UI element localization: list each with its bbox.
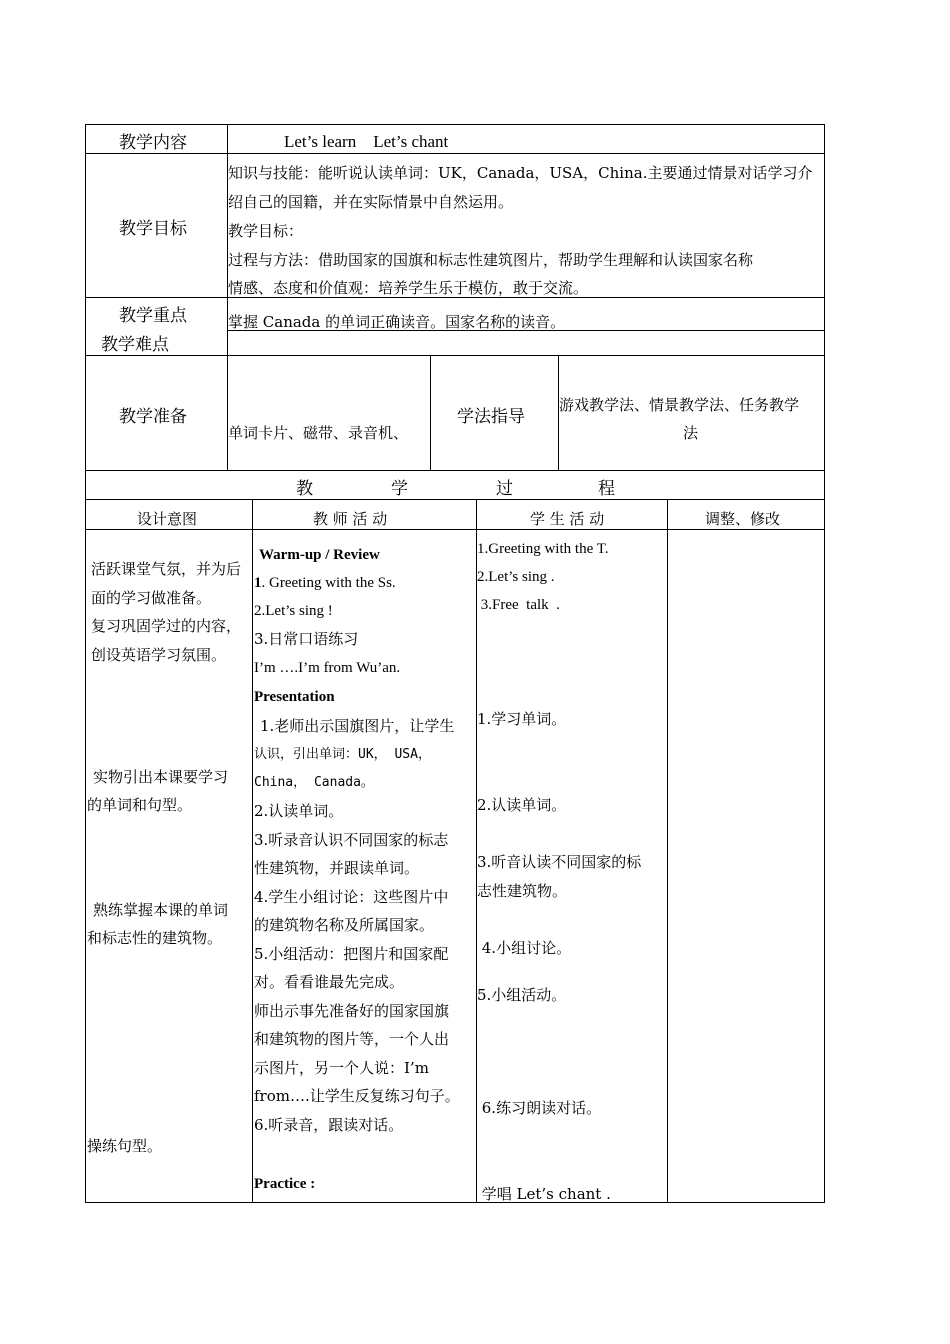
- col-divider: [667, 499, 668, 1203]
- presentation-step: 示图片，另一个人说：I’m: [254, 1059, 429, 1077]
- presentation-title: Presentation: [254, 689, 335, 705]
- row-divider: [85, 470, 825, 471]
- goals-line: 绍自己的国籍，并在实际情景中自然运用。: [228, 193, 514, 211]
- warmup-step: 3.日常口语练习: [254, 630, 359, 648]
- student-step: 1.学习单词。: [477, 710, 567, 728]
- presentation-step: 5.小组活动：把图片和国家配: [254, 945, 449, 963]
- presentation-step: 6.听录音，跟读对话。: [254, 1116, 404, 1134]
- warmup-step: 2.Let’s sing !: [254, 603, 333, 619]
- key-point-value: 掌握 Canada 的单词正确读音。国家名称的读音。: [228, 313, 566, 331]
- presentation-step: 认识，引出单词：UK， USA，: [254, 747, 431, 762]
- student-step: 志性建筑物。: [477, 882, 568, 900]
- key-point-label: 教学重点: [119, 306, 187, 326]
- warmup-step: I’m ….I’m from Wu’an.: [254, 660, 401, 676]
- column-header-teacher: 教 师 活 动: [313, 510, 388, 528]
- row-divider: [85, 499, 825, 500]
- column-header-student: 学 生 活 动: [530, 510, 605, 528]
- presentation-step: 3.听录音认识不同国家的标志: [254, 831, 449, 849]
- row-divider: [85, 529, 825, 530]
- content-value: Let’s learn Let’s chant: [284, 132, 449, 151]
- goals-line: 过程与方法：借助国家的国旗和标志性建筑图片，帮助学生理解和认读国家名称: [228, 251, 754, 269]
- design-note: 操练句型。: [87, 1137, 163, 1155]
- col-divider: [252, 499, 253, 1203]
- student-step: 2.Let’s sing .: [477, 569, 555, 585]
- presentation-step: China， Canada。: [254, 775, 374, 790]
- goals-line: 知识与技能：能听说认读单词：UK，Canada，USA，China.主要通过情景对话学习介: [228, 164, 813, 182]
- design-note: 创设英语学习氛围。: [91, 646, 227, 664]
- design-note: 熟练掌握本课的单词: [93, 901, 229, 919]
- row-divider: [85, 153, 825, 154]
- design-note: 复习巩固学过的内容，: [91, 617, 242, 635]
- presentation-step: 2.认读单词。: [254, 802, 344, 820]
- student-step: 4.小组讨论。: [477, 939, 572, 957]
- table-border-bottom: [85, 1202, 825, 1203]
- prep-value: 单词卡片、磁带、录音机、: [228, 424, 409, 442]
- row-divider: [85, 355, 825, 356]
- goals-line: 情感、态度和价值观：培养学生乐于模仿，敢于交流。: [228, 279, 589, 297]
- warmup-step-number: 1: [254, 575, 262, 591]
- content-label: 教学内容: [119, 133, 187, 153]
- method-value: 游戏教学法、情景教学法、任务教学: [559, 396, 800, 414]
- design-note: 活跃课堂气氛，并为后: [91, 560, 242, 578]
- presentation-step: 对。看看谁最先完成。: [254, 973, 405, 991]
- column-header-adjust: 调整、修改: [705, 510, 781, 528]
- student-step: 3.听音认读不同国家的标: [477, 853, 642, 871]
- design-note: 面的学习做准备。: [91, 589, 212, 607]
- table-border-left: [85, 124, 86, 1203]
- process-title-char: 过: [496, 479, 513, 499]
- table-border-top: [85, 124, 825, 125]
- student-step: 学唱 Let’s chant .: [477, 1185, 611, 1203]
- design-note: 实物引出本课要学习: [93, 768, 229, 786]
- design-note: 和标志性的建筑物。: [87, 929, 223, 947]
- student-step: 5.小组活动。: [477, 986, 567, 1004]
- presentation-step: from….让学生反复练习句子。: [254, 1087, 460, 1105]
- student-step: 1.Greeting with the T.: [477, 541, 609, 557]
- warmup-step-text: . Greeting with the Ss.: [261, 575, 396, 591]
- method-label: 学法指导: [457, 407, 525, 427]
- difficulty-label: 教学难点: [101, 335, 169, 355]
- method-value-cont: 法: [683, 424, 699, 442]
- process-title-char: 程: [598, 479, 615, 499]
- practice-title: Practice :: [254, 1176, 316, 1192]
- col-divider: [430, 355, 431, 471]
- table-border-right: [824, 124, 825, 1203]
- presentation-step: 性建筑物，并跟读单词。: [254, 859, 420, 877]
- student-step: 6.练习朗读对话。: [477, 1099, 602, 1117]
- design-note: 的单词和句型。: [87, 796, 193, 814]
- column-header-design: 设计意图: [137, 510, 198, 528]
- prep-label: 教学准备: [119, 407, 187, 427]
- student-step: 2.认读单词。: [477, 796, 567, 814]
- process-title-char: 教: [296, 479, 313, 499]
- warmup-title: Warm-up / Review: [259, 547, 380, 563]
- goals-label: 教学目标: [119, 219, 187, 239]
- goals-line: 教学目标：: [228, 222, 304, 240]
- process-title-char: 学: [391, 479, 408, 499]
- student-step: 3.Free talk .: [477, 597, 560, 613]
- presentation-step: 1.老师出示国旗图片，让学生: [260, 717, 455, 735]
- presentation-step: 师出示事先准备好的国家国旗: [254, 1002, 450, 1020]
- presentation-step: 和建筑物的图片等，一个人出: [254, 1030, 450, 1048]
- presentation-step: 4.学生小组讨论：这些图片中: [254, 888, 449, 906]
- presentation-step: 的建筑物名称及所属国家。: [254, 916, 435, 934]
- warmup-step: [254, 573, 396, 593]
